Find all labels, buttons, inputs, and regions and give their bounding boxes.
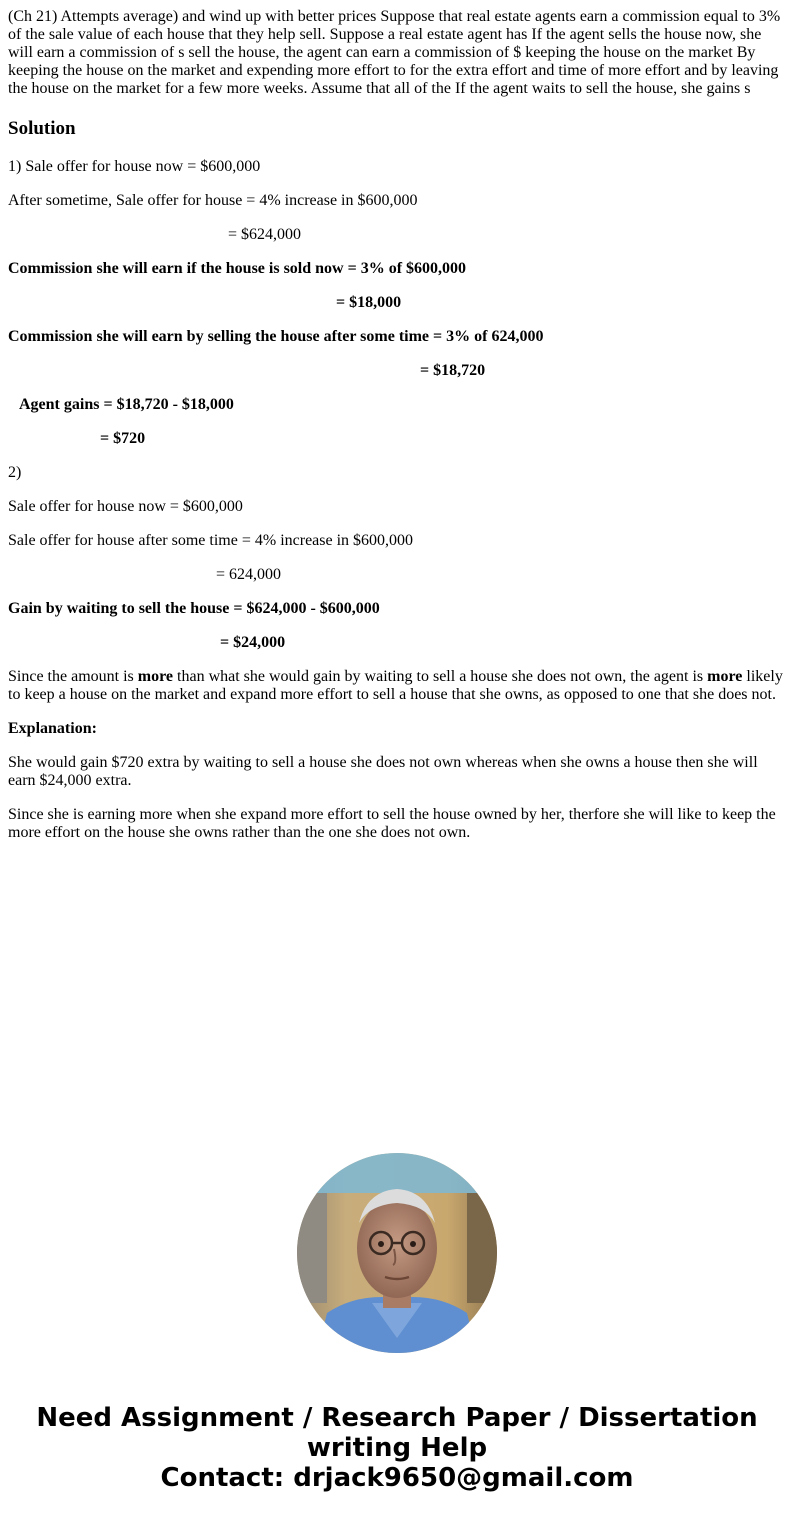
footer-line-1: Need Assignment / Research Paper / Dissertation (36, 1403, 758, 1433)
part1-line2: After sometime, Sale offer for house = 4% increase in $600,000 (8, 192, 418, 209)
explanation-paragraph-1: She would gain $720 extra by waiting to sell a house she does not own whereas when she owns a house then she will earn $24,000 extra. (8, 754, 758, 789)
question-text: (Ch 21) Attempts average) and wind up with better prices Suppose that real estate agents earn a commission equal to 3% of the sale value of each house that they help sell. Suppose a real estate agent has If the agent sells the house now, she will earn a commission of s sell the house, the agent can earn a commission of $ keeping the house on the market By keeping the house on the market and expending more effort to for the extra effort and time of more effort and by leaving the house on the market for a few more weeks. Assume that all of the If the agent waits to sell the house, she gains s (8, 8, 781, 97)
solution-heading: Solution (8, 118, 76, 139)
part2-line4: Gain by waiting to sell the house = $624,000 - $600,000 (8, 600, 380, 617)
explanation-heading: Explanation: (8, 720, 97, 737)
part2-line3: = 624,000 (216, 566, 282, 583)
part1-line8: Agent gains = $18,720 - $18,000 (19, 396, 234, 413)
part1-line3: = $624,000 (228, 226, 302, 243)
part2-line5: = $24,000 (220, 634, 286, 651)
part1-line4: Commission she will earn if the house is sold now = 3% of $600,000 (8, 260, 467, 277)
document-body (8, 8, 786, 858)
conclusion-paragraph: Since the amount is more than what she would gain by waiting to sell a house she does not own, the agent is more likely to keep a house on the market and expand more effort to sell a house that she owns, as opposed to one that she does not. (8, 668, 783, 703)
explanation-paragraph-2: Since she is earning more when she expand more effort to sell the house owned by her, therfore she will like to keep the more effort on the house she owns rather than the one she does not own. (8, 806, 776, 841)
part1-line1: 1) Sale offer for house now = $600,000 (8, 158, 261, 175)
part2-line2: Sale offer for house after some time = 4% increase in $600,000 (8, 532, 414, 549)
part2-line1: Sale offer for house now = $600,000 (8, 498, 243, 515)
part2-label: 2) (8, 464, 22, 481)
part1-line9: = $720 (100, 430, 146, 447)
footer-line-2: writing Help (306, 1433, 488, 1463)
footer-promo (0, 1403, 794, 1493)
part1-line7: = $18,720 (420, 362, 486, 379)
part1-line5: = $18,000 (336, 294, 402, 311)
author-avatar (297, 1153, 497, 1353)
part1-line6: Commission she will earn by selling the house after some time = 3% of 624,000 (8, 328, 544, 345)
footer-contact: Contact: drjack9650@gmail.com (160, 1463, 634, 1493)
avatar-portrait-icon (297, 1153, 497, 1353)
